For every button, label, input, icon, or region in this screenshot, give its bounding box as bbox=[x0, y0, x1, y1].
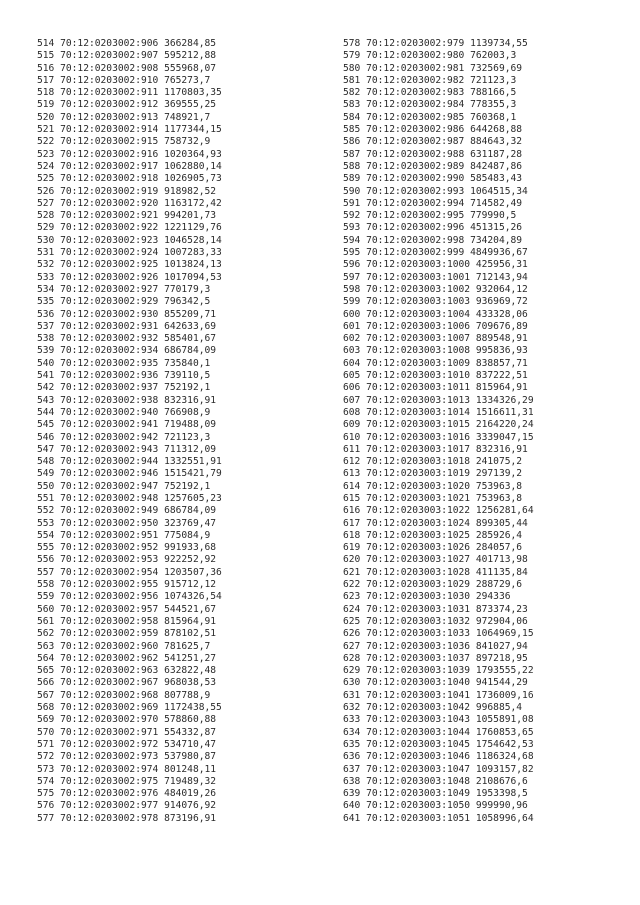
list-item: 626 70:12:0203003:1033 1064969,15 bbox=[343, 628, 534, 640]
list-item: 586 70:12:0203002:987 884643,32 bbox=[343, 136, 523, 148]
list-item: 560 70:12:0203002:957 544521,67 bbox=[37, 603, 217, 615]
list-item: 561 70:12:0203002:958 815964,91 bbox=[37, 615, 217, 627]
list-item: 546 70:12:0203002:942 721123,3 bbox=[37, 431, 211, 443]
list-item: 638 70:12:0203003:1048 2108676,6 bbox=[343, 775, 528, 787]
list-item: 538 70:12:0203002:932 585401,67 bbox=[37, 333, 217, 345]
list-item: 613 70:12:0203003:1019 297139,2 bbox=[343, 468, 523, 480]
list-item: 632 70:12:0203003:1042 996885,4 bbox=[343, 702, 523, 714]
list-item: 568 70:12:0203002:969 1172438,55 bbox=[37, 702, 222, 714]
list-item: 519 70:12:0203002:912 369555,25 bbox=[37, 99, 217, 111]
list-item: 589 70:12:0203002:990 585483,43 bbox=[343, 173, 523, 185]
list-item: 539 70:12:0203002:934 686784,09 bbox=[37, 345, 217, 357]
list-item: 618 70:12:0203003:1025 285926,4 bbox=[343, 529, 523, 541]
list-item: 569 70:12:0203002:970 578860,88 bbox=[37, 714, 217, 726]
list-item: 584 70:12:0203002:985 760368,1 bbox=[343, 111, 517, 123]
list-item: 516 70:12:0203002:908 555968,07 bbox=[37, 62, 217, 74]
list-item: 574 70:12:0203002:975 719489,32 bbox=[37, 775, 217, 787]
list-item: 556 70:12:0203002:953 922252,92 bbox=[37, 554, 217, 566]
list-item: 633 70:12:0203003:1043 1055891,08 bbox=[343, 714, 534, 726]
list-item: 550 70:12:0203002:947 752192,1 bbox=[37, 480, 211, 492]
list-item: 598 70:12:0203003:1002 932064,12 bbox=[343, 283, 528, 295]
list-item: 610 70:12:0203003:1016 3339047,15 bbox=[343, 431, 534, 443]
list-item: 557 70:12:0203002:954 1203507,36 bbox=[37, 566, 222, 578]
list-item: 635 70:12:0203003:1045 1754642,53 bbox=[343, 738, 534, 750]
list-item: 543 70:12:0203002:938 832316,91 bbox=[37, 394, 217, 406]
list-item: 630 70:12:0203003:1040 941544,29 bbox=[343, 677, 528, 689]
list-item: 542 70:12:0203002:937 752192,1 bbox=[37, 382, 211, 394]
list-item: 595 70:12:0203002:999 4849936,67 bbox=[343, 247, 528, 259]
list-item: 575 70:12:0203002:976 484019,26 bbox=[37, 788, 217, 800]
list-item: 514 70:12:0203002:906 366284,85 bbox=[37, 38, 217, 49]
left-column bbox=[37, 38, 222, 825]
list-item: 608 70:12:0203003:1014 1516611,31 bbox=[343, 406, 534, 418]
list-item: 531 70:12:0203002:924 1007283,33 bbox=[37, 247, 222, 259]
list-item: 596 70:12:0203003:1000 425956,31 bbox=[343, 259, 528, 271]
list-item: 515 70:12:0203002:907 595212,88 bbox=[37, 50, 217, 62]
list-item: 518 70:12:0203002:911 1170803,35 bbox=[37, 87, 222, 99]
list-item: 591 70:12:0203002:994 714582,49 bbox=[343, 197, 523, 209]
list-item: 521 70:12:0203002:914 1177344,15 bbox=[37, 124, 222, 136]
list-item: 597 70:12:0203003:1001 712143,94 bbox=[343, 271, 528, 283]
list-item: 520 70:12:0203002:913 748921,7 bbox=[37, 111, 211, 123]
list-item: 600 70:12:0203003:1004 433328,06 bbox=[343, 308, 528, 320]
right-column bbox=[343, 38, 534, 825]
list-item: 627 70:12:0203003:1036 841027,94 bbox=[343, 640, 528, 652]
list-item: 621 70:12:0203003:1028 411135,84 bbox=[343, 566, 528, 578]
list-item: 604 70:12:0203003:1009 838857,71 bbox=[343, 357, 528, 369]
list-item: 566 70:12:0203002:967 968038,53 bbox=[37, 677, 217, 689]
list-item: 588 70:12:0203002:989 842487,86 bbox=[343, 160, 523, 172]
list-item: 602 70:12:0203003:1007 889548,91 bbox=[343, 333, 528, 345]
list-item: 581 70:12:0203002:982 721123,3 bbox=[343, 74, 517, 86]
list-item: 605 70:12:0203003:1010 837222,51 bbox=[343, 370, 528, 382]
list-item: 553 70:12:0203002:950 323769,47 bbox=[37, 517, 217, 529]
list-item: 606 70:12:0203003:1011 815964,91 bbox=[343, 382, 528, 394]
list-item: 607 70:12:0203003:1013 1334326,29 bbox=[343, 394, 534, 406]
list-item: 634 70:12:0203003:1044 1760853,65 bbox=[343, 726, 534, 738]
list-item: 628 70:12:0203003:1037 897218,95 bbox=[343, 652, 528, 664]
list-item: 593 70:12:0203002:996 451315,26 bbox=[343, 222, 523, 234]
list-item: 548 70:12:0203002:944 1332551,91 bbox=[37, 456, 222, 468]
list-item: 585 70:12:0203002:986 644268,88 bbox=[343, 124, 523, 136]
list-item: 562 70:12:0203002:959 878102,51 bbox=[37, 628, 217, 640]
list-item: 572 70:12:0203002:973 537980,87 bbox=[37, 751, 217, 763]
list-item: 594 70:12:0203002:998 734204,89 bbox=[343, 234, 523, 246]
list-item: 540 70:12:0203002:935 735840,1 bbox=[37, 357, 211, 369]
list-item: 523 70:12:0203002:916 1020364,93 bbox=[37, 148, 222, 160]
list-item: 555 70:12:0203002:952 991933,68 bbox=[37, 542, 217, 554]
list-item: 577 70:12:0203002:978 873196,91 bbox=[37, 812, 217, 824]
list-item: 545 70:12:0203002:941 719488,09 bbox=[37, 419, 217, 431]
list-item: 592 70:12:0203002:995 779990,5 bbox=[343, 210, 517, 222]
list-item: 599 70:12:0203003:1003 936969,72 bbox=[343, 296, 528, 308]
list-item: 532 70:12:0203002:925 1013824,13 bbox=[37, 259, 222, 271]
list-item: 625 70:12:0203003:1032 972904,06 bbox=[343, 615, 528, 627]
list-item: 579 70:12:0203002:980 762003,3 bbox=[343, 50, 517, 62]
list-item: 524 70:12:0203002:917 1062880,14 bbox=[37, 160, 222, 172]
list-item: 601 70:12:0203003:1006 709676,89 bbox=[343, 320, 528, 332]
list-item: 527 70:12:0203002:920 1163172,42 bbox=[37, 197, 222, 209]
list-item: 641 70:12:0203003:1051 1058996,64 bbox=[343, 812, 534, 824]
list-item: 541 70:12:0203002:936 739110,5 bbox=[37, 370, 211, 382]
list-item: 551 70:12:0203002:948 1257605,23 bbox=[37, 492, 222, 504]
list-item: 587 70:12:0203002:988 631187,28 bbox=[343, 148, 523, 160]
list-item: 611 70:12:0203003:1017 832316,91 bbox=[343, 443, 528, 455]
list-item: 640 70:12:0203003:1050 999990,96 bbox=[343, 800, 528, 812]
list-item: 619 70:12:0203003:1026 284057,6 bbox=[343, 542, 523, 554]
list-item: 615 70:12:0203003:1021 753963,8 bbox=[343, 492, 523, 504]
list-item: 578 70:12:0203002:979 1139734,55 bbox=[343, 38, 528, 49]
list-item: 549 70:12:0203002:946 1515421,79 bbox=[37, 468, 222, 480]
list-item: 567 70:12:0203002:968 807788,9 bbox=[37, 689, 211, 701]
list-item: 623 70:12:0203003:1030 294336 bbox=[343, 591, 511, 603]
list-item: 590 70:12:0203002:993 1064515,34 bbox=[343, 185, 528, 197]
list-item: 565 70:12:0203002:963 632822,48 bbox=[37, 665, 217, 677]
list-item: 536 70:12:0203002:930 855209,71 bbox=[37, 308, 217, 320]
list-item: 528 70:12:0203002:921 994201,73 bbox=[37, 210, 217, 222]
list-item: 533 70:12:0203002:926 1017094,53 bbox=[37, 271, 222, 283]
list-item: 554 70:12:0203002:951 775084,9 bbox=[37, 529, 211, 541]
list-item: 620 70:12:0203003:1027 401713,98 bbox=[343, 554, 528, 566]
list-item: 609 70:12:0203003:1015 2164220,24 bbox=[343, 419, 534, 431]
list-item: 564 70:12:0203002:962 541251,27 bbox=[37, 652, 217, 664]
list-item: 530 70:12:0203002:923 1046528,14 bbox=[37, 234, 222, 246]
list-item: 614 70:12:0203003:1020 753963,8 bbox=[343, 480, 523, 492]
list-item: 547 70:12:0203002:943 711312,09 bbox=[37, 443, 217, 455]
list-item: 612 70:12:0203003:1018 241075,2 bbox=[343, 456, 523, 468]
list-item: 571 70:12:0203002:972 534710,47 bbox=[37, 738, 217, 750]
list-item: 570 70:12:0203002:971 554332,87 bbox=[37, 726, 217, 738]
list-item: 552 70:12:0203002:949 686784,09 bbox=[37, 505, 217, 517]
list-item: 573 70:12:0203002:974 801248,11 bbox=[37, 763, 217, 775]
list-item: 535 70:12:0203002:929 796342,5 bbox=[37, 296, 211, 308]
list-item: 558 70:12:0203002:955 915712,12 bbox=[37, 579, 217, 591]
list-item: 576 70:12:0203002:977 914076,92 bbox=[37, 800, 217, 812]
list-item: 616 70:12:0203003:1022 1256281,64 bbox=[343, 505, 534, 517]
list-item: 582 70:12:0203002:983 788166,5 bbox=[343, 87, 517, 99]
list-item: 637 70:12:0203003:1047 1093157,82 bbox=[343, 763, 534, 775]
list-item: 529 70:12:0203002:922 1221129,76 bbox=[37, 222, 222, 234]
list-item: 544 70:12:0203002:940 766908,9 bbox=[37, 406, 211, 418]
list-item: 624 70:12:0203003:1031 873374,23 bbox=[343, 603, 528, 615]
list-item: 563 70:12:0203002:960 781625,7 bbox=[37, 640, 211, 652]
list-item: 517 70:12:0203002:910 765273,7 bbox=[37, 74, 211, 86]
list-item: 639 70:12:0203003:1049 1953398,5 bbox=[343, 788, 528, 800]
list-item: 526 70:12:0203002:919 918982,52 bbox=[37, 185, 217, 197]
list-item: 603 70:12:0203003:1008 995836,93 bbox=[343, 345, 528, 357]
list-item: 559 70:12:0203002:956 1074326,54 bbox=[37, 591, 222, 603]
list-item: 636 70:12:0203003:1046 1186324,68 bbox=[343, 751, 534, 763]
list-item: 622 70:12:0203003:1029 288729,6 bbox=[343, 579, 523, 591]
list-item: 631 70:12:0203003:1041 1736009,16 bbox=[343, 689, 534, 701]
list-item: 580 70:12:0203002:981 732569,69 bbox=[343, 62, 523, 74]
list-item: 583 70:12:0203002:984 778355,3 bbox=[343, 99, 517, 111]
list-item: 534 70:12:0203002:927 770179,3 bbox=[37, 283, 211, 295]
list-item: 617 70:12:0203003:1024 899305,44 bbox=[343, 517, 528, 529]
list-item: 522 70:12:0203002:915 758732,9 bbox=[37, 136, 211, 148]
list-item: 537 70:12:0203002:931 642633,69 bbox=[37, 320, 217, 332]
list-item: 525 70:12:0203002:918 1026905,73 bbox=[37, 173, 222, 185]
list-item: 629 70:12:0203003:1039 1793555,22 bbox=[343, 665, 534, 677]
